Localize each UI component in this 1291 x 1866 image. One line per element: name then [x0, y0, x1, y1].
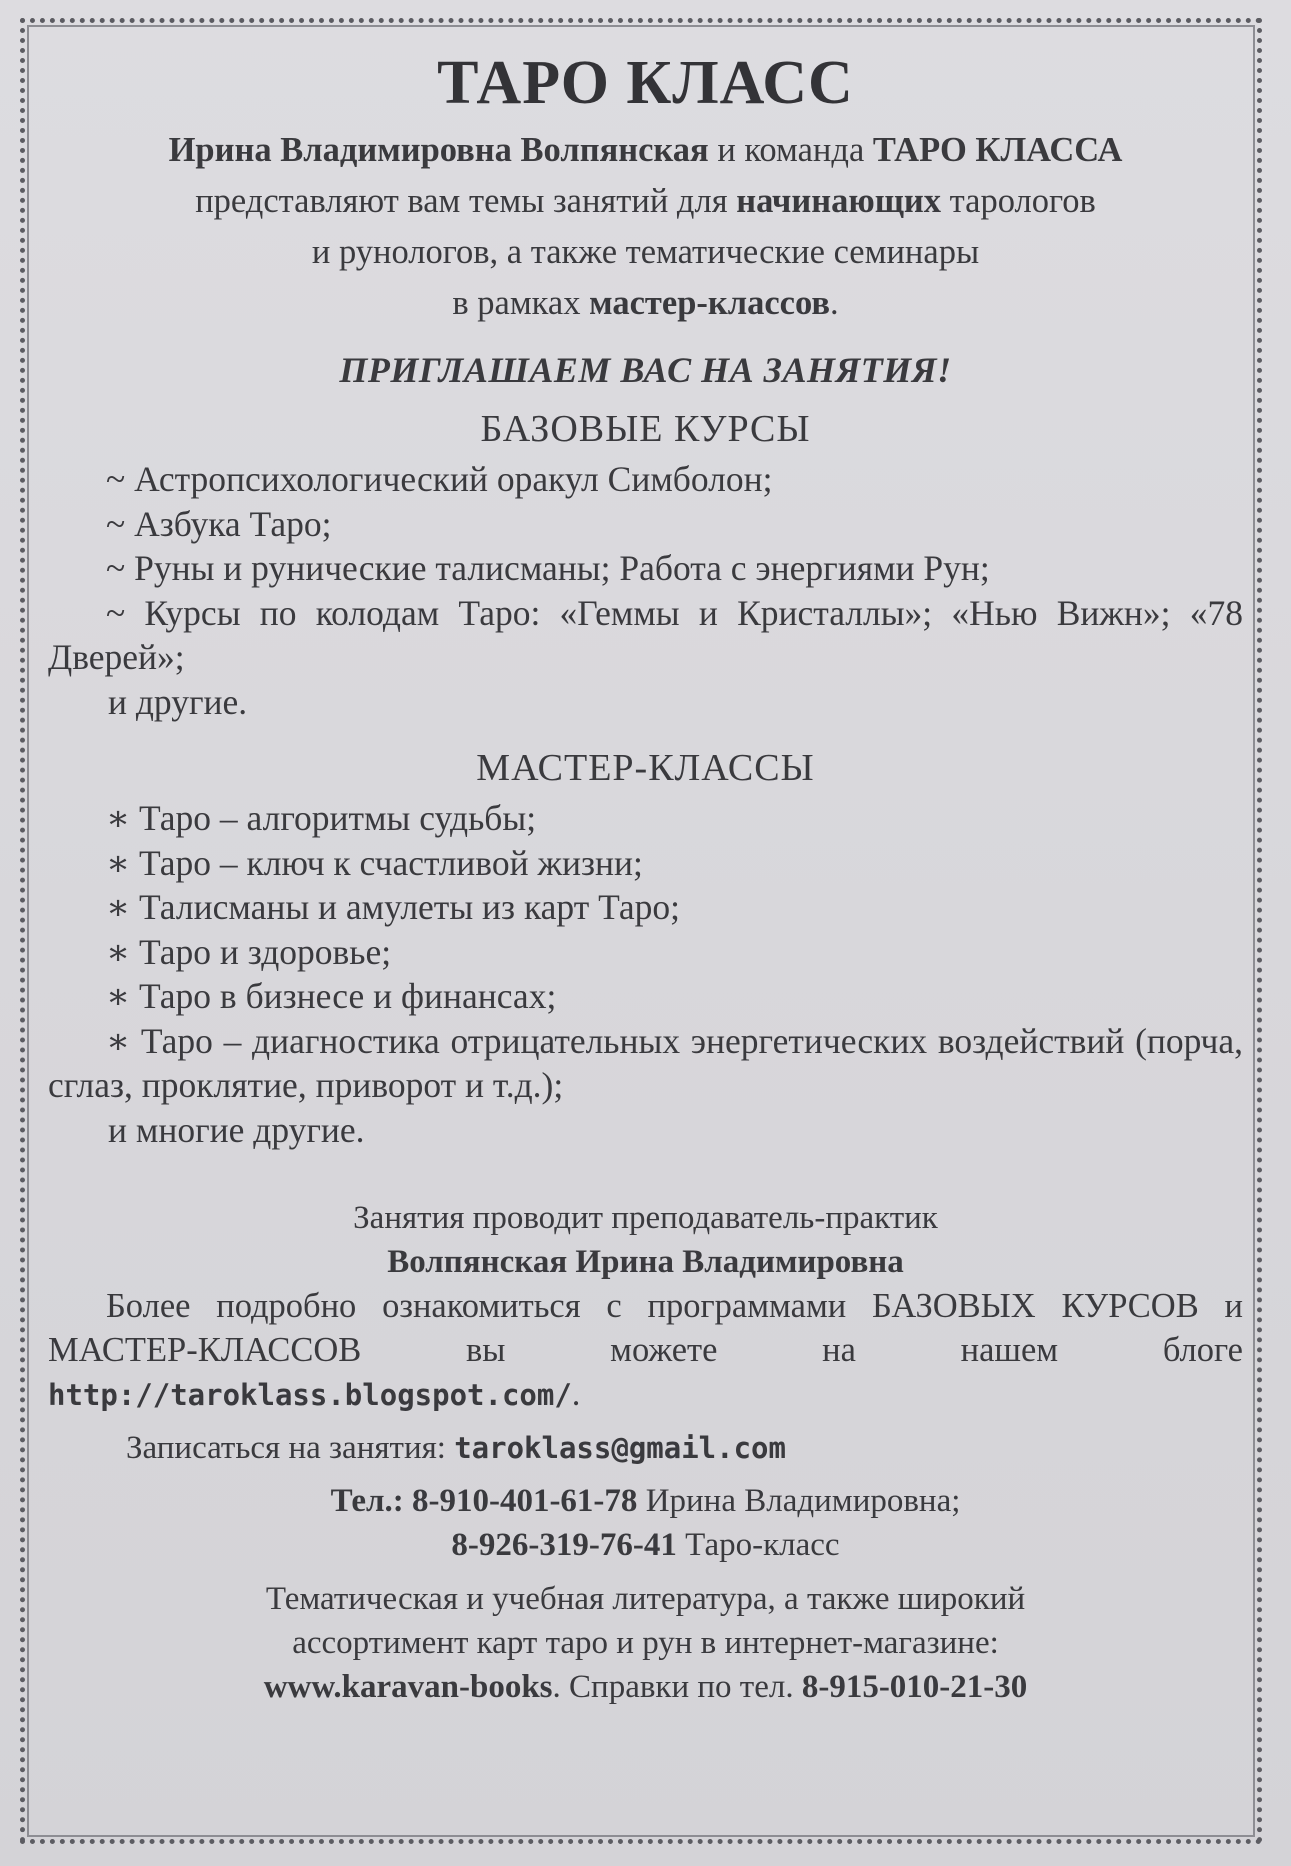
master-classes-list — [48, 796, 1243, 1152]
teacher-block — [48, 1196, 1243, 1284]
shop-mid-text: . Справки по тел. — [552, 1669, 802, 1706]
intro-line-1 — [48, 125, 1243, 176]
intro-line-4 — [48, 278, 1243, 329]
invitation-slogan: ПРИГЛАШАЕМ ВАС НА ЗАНЯТИЯ! — [339, 350, 952, 391]
list-tail: и многие другие. — [108, 1109, 365, 1150]
master-classes-word: мастер-классов — [589, 284, 831, 323]
list-item: ~ Астропсихологический оракул Симболон; — [106, 459, 773, 500]
phone-line-1 — [48, 1479, 1243, 1523]
master-classes-heading: МАСТЕР-КЛАССЫ — [476, 747, 815, 790]
intro-text: . — [830, 284, 839, 323]
intro-text: тарологов — [941, 182, 1096, 221]
phone-owner-1: Ирина Владимировна; — [637, 1483, 961, 1520]
phones-block — [48, 1479, 1243, 1567]
team-name: ТАРО КЛАССА — [872, 131, 1123, 170]
list-item: ~ Руны и рунические талисманы; Работа с энергиями Рун; — [106, 548, 990, 589]
shop-site-link[interactable]: www.karavan-books — [263, 1669, 553, 1706]
list-tail: и другие. — [108, 681, 248, 722]
more-info-period: . — [571, 1375, 581, 1414]
list-item: ∗ Таро в бизнесе и финансах; — [106, 976, 557, 1017]
phone-owner-2: Таро-класс — [676, 1527, 840, 1564]
basic-courses-heading: БАЗОВЫЕ КУРСЫ — [480, 408, 811, 451]
list-item: ∗ Таро – диагностика отрицательных энергетических воздействий (порча, сглаз, проклятие, приворот и т.д.); — [48, 1020, 1243, 1106]
shop-line-2: ассортимент карт таро и рун в интернет-магазине: — [292, 1625, 999, 1662]
flyer-content — [48, 40, 1243, 1830]
page-title: ТАРО КЛАСС — [437, 49, 854, 117]
intro-and-team: и команда — [708, 131, 873, 170]
list-item: ∗ Таро и здоровье; — [106, 931, 392, 972]
list-item: ∗ Талисманы и амулеты из карт Таро; — [106, 887, 680, 928]
signup-line — [48, 1423, 1243, 1473]
list-item: ~ Азбука Таро; — [106, 503, 332, 544]
author-name: Ирина Владимировна Волпянская — [168, 131, 709, 170]
phone-number-2[interactable]: 8-926-319-76-41 — [451, 1527, 677, 1564]
intro-line-3: и рунологов, а также тематические семинары — [311, 233, 980, 272]
shop-line-3 — [48, 1665, 1243, 1709]
beginners-word: начинающих — [736, 182, 942, 221]
list-item: ∗ Таро – алгоритмы судьбы; — [106, 798, 537, 839]
email-link[interactable]: taroklass@gmail.com — [454, 1431, 786, 1466]
list-item: ~ Курсы по колодам Таро: «Геммы и Кристаллы»; «Нью Вижн»; «78 Дверей»; — [48, 592, 1243, 678]
signup-label: Записаться на занятия: — [126, 1430, 455, 1467]
shop-line-1: Тематическая и учебная литература, а также широкий — [265, 1581, 1026, 1618]
more-info-paragraph — [48, 1284, 1243, 1417]
blog-link[interactable]: http://taroklass.blogspot.com/ — [48, 1378, 572, 1413]
intro-line-2 — [48, 176, 1243, 227]
list-item: ∗ Таро – ключ к счастливой жизни; — [106, 842, 643, 883]
phone-number-1[interactable]: 8-910-401-61-78 — [411, 1483, 638, 1520]
shop-phone[interactable]: 8-915-010-21-30 — [801, 1669, 1028, 1706]
teacher-name: Волпянская Ирина Владимировна — [387, 1244, 904, 1281]
phone-label: Тел.: — [330, 1483, 412, 1520]
more-info-text: Более подробно ознакомиться с программами БАЗОВЫХ КУРСОВ и МАСТЕР-КЛАССОВ вы можете на нашем блоге — [48, 1287, 1243, 1370]
teacher-line: Занятия проводит преподаватель-практик — [353, 1200, 938, 1237]
phone-line-2 — [48, 1523, 1243, 1567]
intro-block — [48, 125, 1243, 329]
basic-courses-list — [48, 457, 1243, 724]
intro-text: в рамках — [452, 284, 590, 323]
shop-block — [48, 1577, 1243, 1709]
intro-text: представляют вам темы занятий для — [195, 182, 737, 221]
